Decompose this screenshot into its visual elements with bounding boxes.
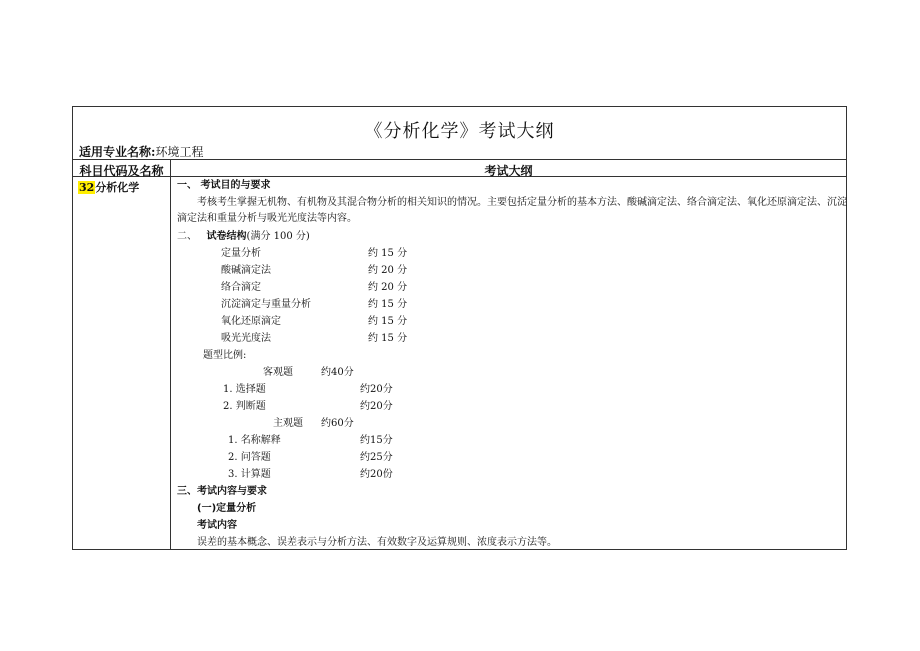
subjective-item-name: 1. 名称解释 [228,435,281,446]
section2-text: 试卷结构 [206,231,247,242]
col-left-header: 科目代码及名称 [79,164,164,178]
content-body: 误差的基本概念、误差表示与分析方法、有效数字及运算规则、浓度表示方法等。 [197,537,557,548]
structure-item-score: 约 15 分 [368,248,408,259]
objective-item-score: 约20分 [360,401,393,412]
col-right-header: 考试大纲 [484,164,533,178]
subjective-item-score: 约25分 [360,452,393,463]
structure-item-score: 约 15 分 [368,333,408,344]
syllabus-table [72,106,847,550]
structure-item-score: 约 20 分 [368,265,408,276]
subjective-item-name: 3. 计算题 [228,469,271,480]
structure-item-name: 定量分析 [221,248,261,259]
subjective-item-score: 约15分 [360,435,393,446]
major-value: 环境工程 [155,145,204,159]
divider-header-top [73,159,846,160]
column-divider [170,159,171,549]
ratio-label: 题型比例: [203,350,247,361]
section3-heading: 三、考试内容与要求 [177,486,267,497]
section2-note: (满分 100 分) [246,231,310,242]
subjective-label: 主观题 [273,418,303,429]
structure-item-score: 约 15 分 [368,299,408,310]
subject-code: 32 [79,181,95,194]
structure-item-score: 约 15 分 [368,316,408,327]
structure-item-name: 沉淀滴定与重量分析 [221,299,311,310]
objective-item-name: 1. 选择题 [223,384,266,395]
applicable-major [79,143,203,160]
subjective-item-score: 约20份 [360,469,393,480]
objective-label: 客观题 [263,367,293,378]
content-label: 考试内容 [197,520,237,531]
sub1-heading: (一)定量分析 [197,503,257,514]
section1-heading: 一、 考试目的与要求 [177,180,271,191]
section1-body-line2: 滴定法和重量分析与吸光光度法等内容。 [177,213,357,224]
subject-name: 分析化学 [95,181,140,194]
structure-item-name: 氧化还原滴定 [221,316,281,327]
document-title: 《分析化学》考试大纲 [364,121,555,142]
structure-item-name: 酸碱滴定法 [221,265,271,276]
structure-item-score: 约 20 分 [368,282,408,293]
subject-code-name [78,179,139,195]
section1-body-line1: 考核考生掌握无机物、有机物及其混合物分析的相关知识的情况。主要包括定量分析的基本方法、酸碱滴定法、络合滴定法、氧化还原滴定法、沉淀 [197,197,847,208]
section2-heading [177,230,310,244]
structure-item-name: 络合滴定 [221,282,261,293]
objective-item-name: 2. 判断题 [223,401,266,412]
objective-item-score: 约20分 [360,384,393,395]
subjective-item-name: 2. 问答题 [228,452,271,463]
objective-score: 约40分 [321,367,354,378]
subjective-score: 约60分 [321,418,354,429]
structure-item-name: 吸光光度法 [221,333,271,344]
major-label: 适用专业名称: [79,145,156,159]
section2-num: 二、 [177,231,197,242]
